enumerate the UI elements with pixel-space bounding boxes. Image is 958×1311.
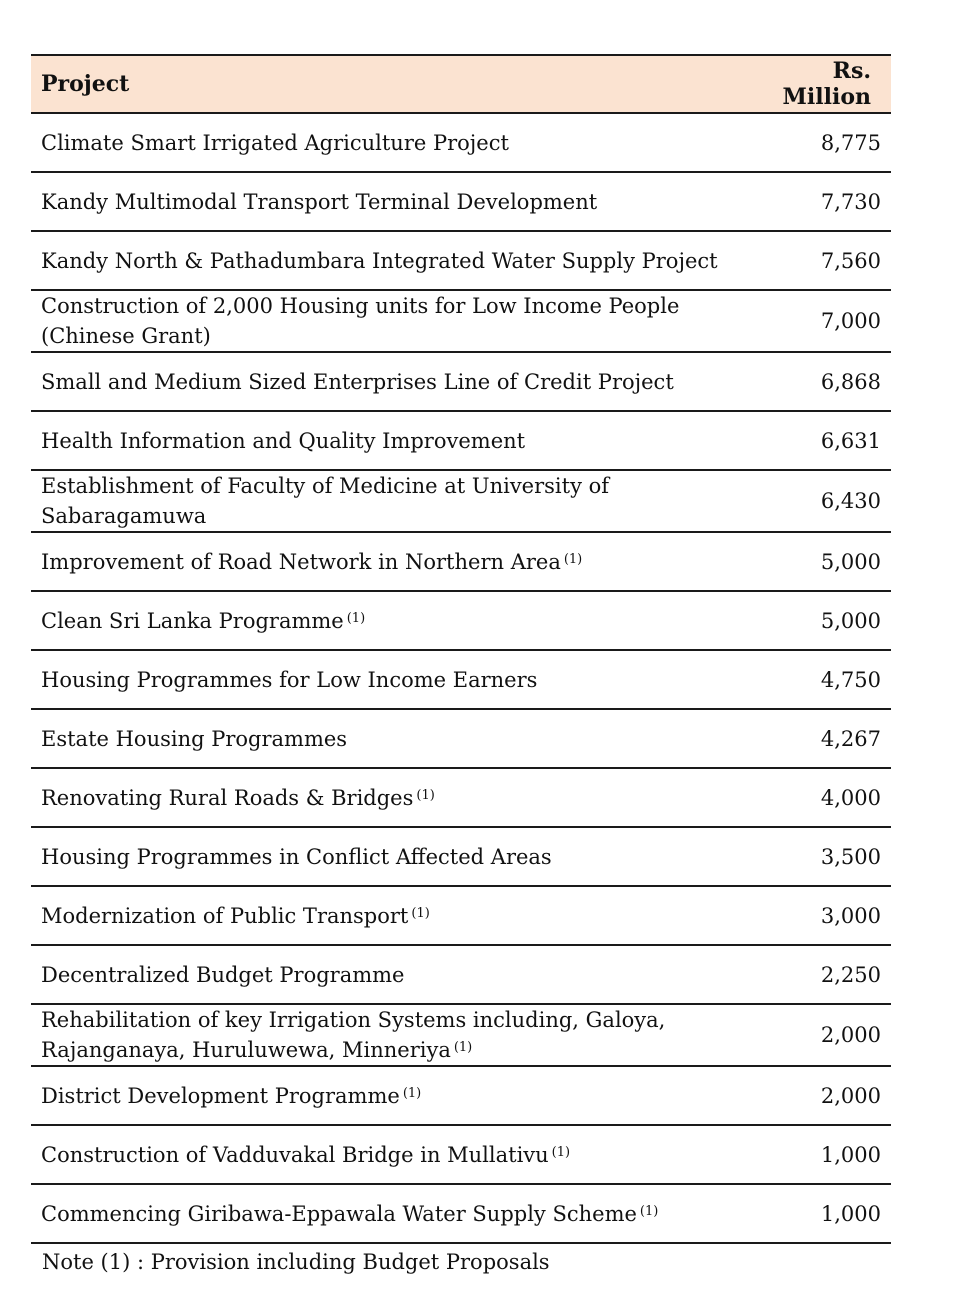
amount-cell: 1,000 — [731, 1125, 891, 1184]
project-cell — [31, 470, 731, 532]
amount-cell: 1,000 — [731, 1184, 891, 1243]
project-cell — [31, 1066, 731, 1125]
projects-table-container — [31, 54, 891, 1244]
table-row — [31, 532, 891, 591]
project-name: Decentralized Budget Programme — [41, 962, 405, 987]
footnote-reference: (1) — [402, 1085, 422, 1101]
project-name: Housing Programmes in Conflict Affected Areas — [41, 844, 552, 869]
footnote-reference: (1) — [453, 1040, 473, 1055]
amount-cell: 6,631 — [731, 411, 891, 470]
amount-cell: 5,000 — [731, 591, 891, 650]
project-cell — [31, 1184, 731, 1243]
table-row — [31, 1125, 891, 1184]
project-name: Health Information and Quality Improvement — [41, 428, 526, 453]
table-row — [31, 290, 891, 352]
project-name: Housing Programmes for Low Income Earners — [41, 667, 538, 692]
table-row — [31, 1184, 891, 1243]
amount-cell: 4,750 — [731, 650, 891, 709]
project-cell — [31, 1125, 731, 1184]
project-name: Construction of 2,000 Housing units for Low Income People (Chinese Grant) — [41, 294, 680, 348]
table-row — [31, 1004, 891, 1066]
table-row — [31, 768, 891, 827]
table-body — [31, 113, 891, 1243]
table-row — [31, 172, 891, 231]
amount-cell: 7,000 — [731, 290, 891, 352]
project-cell — [31, 827, 731, 886]
project-name: Establishment of Faculty of Medicine at University of Sabaragamuwa — [41, 474, 610, 528]
footnote-reference: (1) — [411, 905, 430, 921]
project-cell — [31, 591, 731, 650]
table-row — [31, 650, 891, 709]
table-header-row — [31, 55, 891, 113]
project-cell — [31, 886, 731, 945]
amount-cell: 3,000 — [731, 886, 891, 945]
project-name: Kandy Multimodal Transport Terminal Development — [41, 189, 598, 214]
project-name: Commencing Giribawa-Eppawala Water Supply Scheme — [41, 1201, 637, 1226]
table-row — [31, 231, 891, 290]
project-cell — [31, 1004, 731, 1066]
footnote-reference: (1) — [346, 610, 366, 626]
project-name: Improvement of Road Network in Northern Area — [41, 549, 561, 574]
footnote-reference: (1) — [639, 1203, 659, 1219]
footnote-reference: (1) — [551, 1144, 571, 1160]
footnote-reference: (1) — [416, 787, 435, 803]
project-cell — [31, 709, 731, 768]
table-row — [31, 411, 891, 470]
project-name: Estate Housing Programmes — [41, 726, 348, 751]
project-name: Climate Smart Irrigated Agriculture Project — [41, 130, 509, 155]
amount-cell: 2,000 — [731, 1004, 891, 1066]
project-cell — [31, 172, 731, 231]
project-cell — [31, 650, 731, 709]
project-name: Construction of Vadduvakal Bridge in Mullativu — [41, 1142, 549, 1167]
project-cell — [31, 411, 731, 470]
project-cell — [31, 352, 731, 411]
project-cell — [31, 290, 731, 352]
table-row — [31, 591, 891, 650]
project-cell — [31, 945, 731, 1004]
amount-cell: 2,000 — [731, 1066, 891, 1125]
footnote: Note (1) : Provision including Budget Proposals — [42, 1250, 550, 1274]
column-header-value: Rs. Million — [731, 55, 891, 113]
project-name: Clean Sri Lanka Programme — [41, 608, 344, 633]
project-cell — [31, 532, 731, 591]
project-name: Rehabilitation of key Irrigation Systems including, Galoya, Rajanganaya, Huruluwewa, Minneriya — [41, 1008, 666, 1062]
table-row — [31, 827, 891, 886]
table-row — [31, 1066, 891, 1125]
projects-table — [31, 54, 891, 1244]
table-row — [31, 470, 891, 532]
amount-cell: 8,775 — [731, 113, 891, 172]
amount-cell: 7,560 — [731, 231, 891, 290]
project-name: District Development Programme — [41, 1083, 400, 1108]
table-row — [31, 945, 891, 1004]
column-header-project: Project — [31, 55, 731, 113]
amount-cell: 6,868 — [731, 352, 891, 411]
table-row — [31, 352, 891, 411]
project-cell — [31, 768, 731, 827]
table-row — [31, 886, 891, 945]
amount-cell: 4,000 — [731, 768, 891, 827]
amount-cell: 2,250 — [731, 945, 891, 1004]
project-cell — [31, 113, 731, 172]
table-row — [31, 113, 891, 172]
amount-cell: 4,267 — [731, 709, 891, 768]
project-name: Small and Medium Sized Enterprises Line of Credit Project — [41, 369, 674, 394]
amount-cell: 3,500 — [731, 827, 891, 886]
project-name: Kandy North & Pathadumbara Integrated Water Supply Project — [41, 248, 718, 273]
project-name: Renovating Rural Roads & Bridges — [41, 785, 414, 810]
amount-cell: 6,430 — [731, 470, 891, 532]
amount-cell: 7,730 — [731, 172, 891, 231]
table-row — [31, 709, 891, 768]
project-cell — [31, 231, 731, 290]
project-name: Modernization of Public Transport — [41, 903, 409, 928]
footnote-reference: (1) — [563, 551, 583, 567]
amount-cell: 5,000 — [731, 532, 891, 591]
